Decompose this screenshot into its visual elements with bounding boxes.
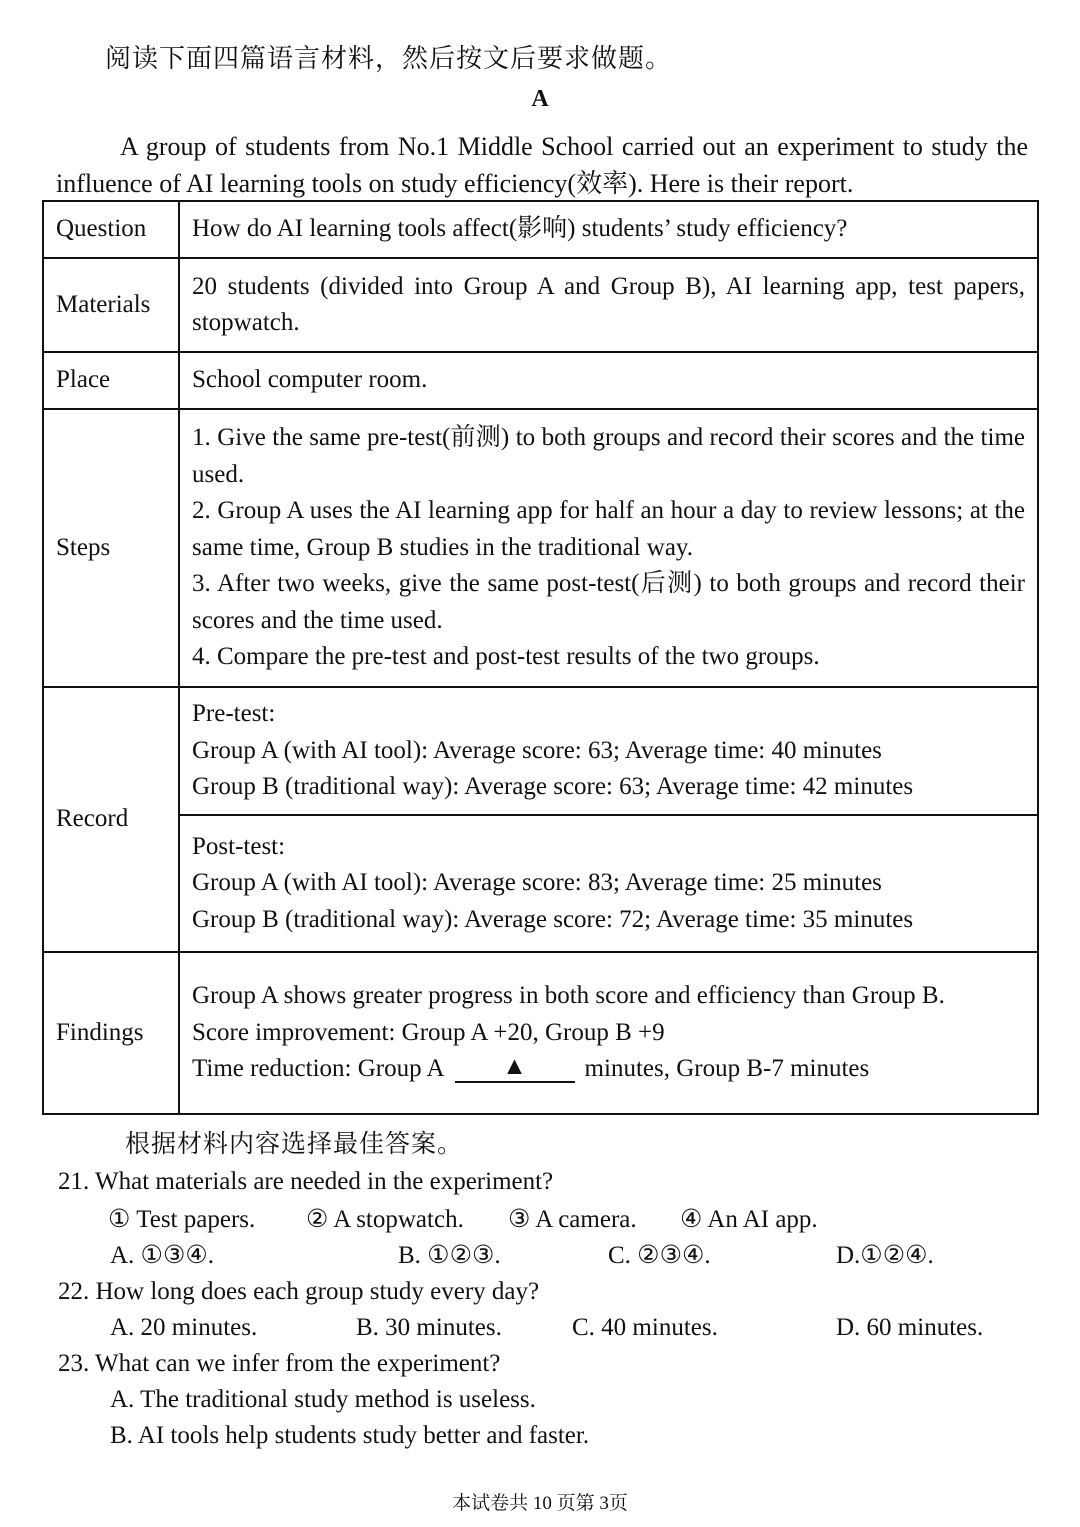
step-item: 2. Group A uses the AI learning app for half an hour a day to review lessons; at the same time, Group B studies in the traditional way. <box>192 497 1025 561</box>
findings-score: Score improvement: Group A +20, Group B +9 <box>192 1018 665 1046</box>
record-label: Record <box>43 687 179 952</box>
answer-blank[interactable]: ▲ <box>455 1053 575 1083</box>
pretest-cell <box>179 687 1038 815</box>
materials-label: Materials <box>43 258 179 352</box>
section-label: A <box>531 86 549 112</box>
option-b[interactable]: B. AI tools help students study better and faster. <box>110 1422 590 1449</box>
option-c[interactable]: C. ②③④. <box>608 1242 711 1269</box>
question-text: How do AI learning tools affect(影响) students’ study efficiency? <box>179 201 1038 258</box>
step-item: 1. Give the same pre-test(前测) to both groups and record their scores and the time used. <box>192 424 1025 488</box>
item-3: ③ A camera. <box>508 1206 637 1233</box>
choose-instruction: 根据材料内容选择最佳答案。 <box>125 1131 464 1158</box>
pretest-heading: Pre-test: <box>192 700 276 728</box>
steps-label: Steps <box>43 409 179 687</box>
item-1: ① Test papers. <box>108 1206 256 1233</box>
reading-instruction: 阅读下面四篇语言材料，然后按文后要求做题。 <box>105 44 673 73</box>
item-2: ② A stopwatch. <box>306 1206 464 1233</box>
option-d[interactable]: D.①②④. <box>836 1242 934 1269</box>
option-b[interactable]: B. ①②③. <box>398 1242 501 1269</box>
intro-paragraph: A group of students from No.1 Middle School carried out an experiment to study the influence of AI learning tools on study efficiency(效率). Here is their report. <box>56 132 1028 198</box>
materials-row <box>43 258 1038 352</box>
steps-list <box>179 409 1038 687</box>
step-item: 4. Compare the pre-test and post-test results of the two groups. <box>192 643 820 671</box>
experiment-report-table <box>42 200 1039 1115</box>
record-row-posttest <box>43 815 1038 952</box>
question-23: 23. What can we infer from the experiment? <box>58 1350 501 1377</box>
findings-row <box>43 952 1038 1114</box>
place-row <box>43 352 1038 409</box>
option-a[interactable]: A. 20 minutes. <box>110 1314 258 1341</box>
step-item: 3. After two weeks, give the same post-test(后测) to both groups and record their scores and the time used. <box>192 570 1025 634</box>
materials-text: 20 students (divided into Group A and Group B), AI learning app, test papers, stopwatch. <box>179 258 1038 352</box>
record-row-pretest <box>43 687 1038 815</box>
findings-time-suffix: minutes, Group B-7 minutes <box>584 1055 870 1083</box>
pretest-group-b: Group B (traditional way): Average score: 63; Average time: 42 minutes <box>192 773 914 801</box>
option-a[interactable]: A. The traditional study method is useless. <box>110 1386 536 1413</box>
question-21: 21. What materials are needed in the experiment? <box>58 1168 554 1195</box>
posttest-group-b: Group B (traditional way): Average score: 72; Average time: 35 minutes <box>192 905 914 933</box>
option-b[interactable]: B. 30 minutes. <box>356 1314 502 1341</box>
option-a[interactable]: A. ①③④. <box>110 1242 215 1269</box>
place-text: School computer room. <box>179 352 1038 409</box>
question-22: 22. How long does each group study every day? <box>58 1278 540 1305</box>
item-4: ④ An AI app. <box>680 1206 818 1233</box>
question-label: Question <box>43 201 179 258</box>
findings-summary: Group A shows greater progress in both score and efficiency than Group B. <box>192 982 945 1010</box>
posttest-group-a: Group A (with AI tool): Average score: 83; Average time: 25 minutes <box>192 869 882 897</box>
findings-time <box>192 1051 1025 1088</box>
option-c[interactable]: C. 40 minutes. <box>572 1314 718 1341</box>
pretest-group-a: Group A (with AI tool): Average score: 63; Average time: 40 minutes <box>192 736 882 764</box>
findings-cell <box>179 952 1038 1114</box>
findings-label: Findings <box>43 952 179 1114</box>
place-label: Place <box>43 352 179 409</box>
posttest-cell <box>179 815 1038 952</box>
page-footer: 本试卷共 10 页第 3页 <box>452 1493 628 1514</box>
option-d[interactable]: D. 60 minutes. <box>836 1314 984 1341</box>
posttest-heading: Post-test: <box>192 832 286 860</box>
steps-row <box>43 409 1038 687</box>
question-row <box>43 201 1038 258</box>
findings-time-prefix: Time reduction: Group A <box>192 1055 445 1083</box>
